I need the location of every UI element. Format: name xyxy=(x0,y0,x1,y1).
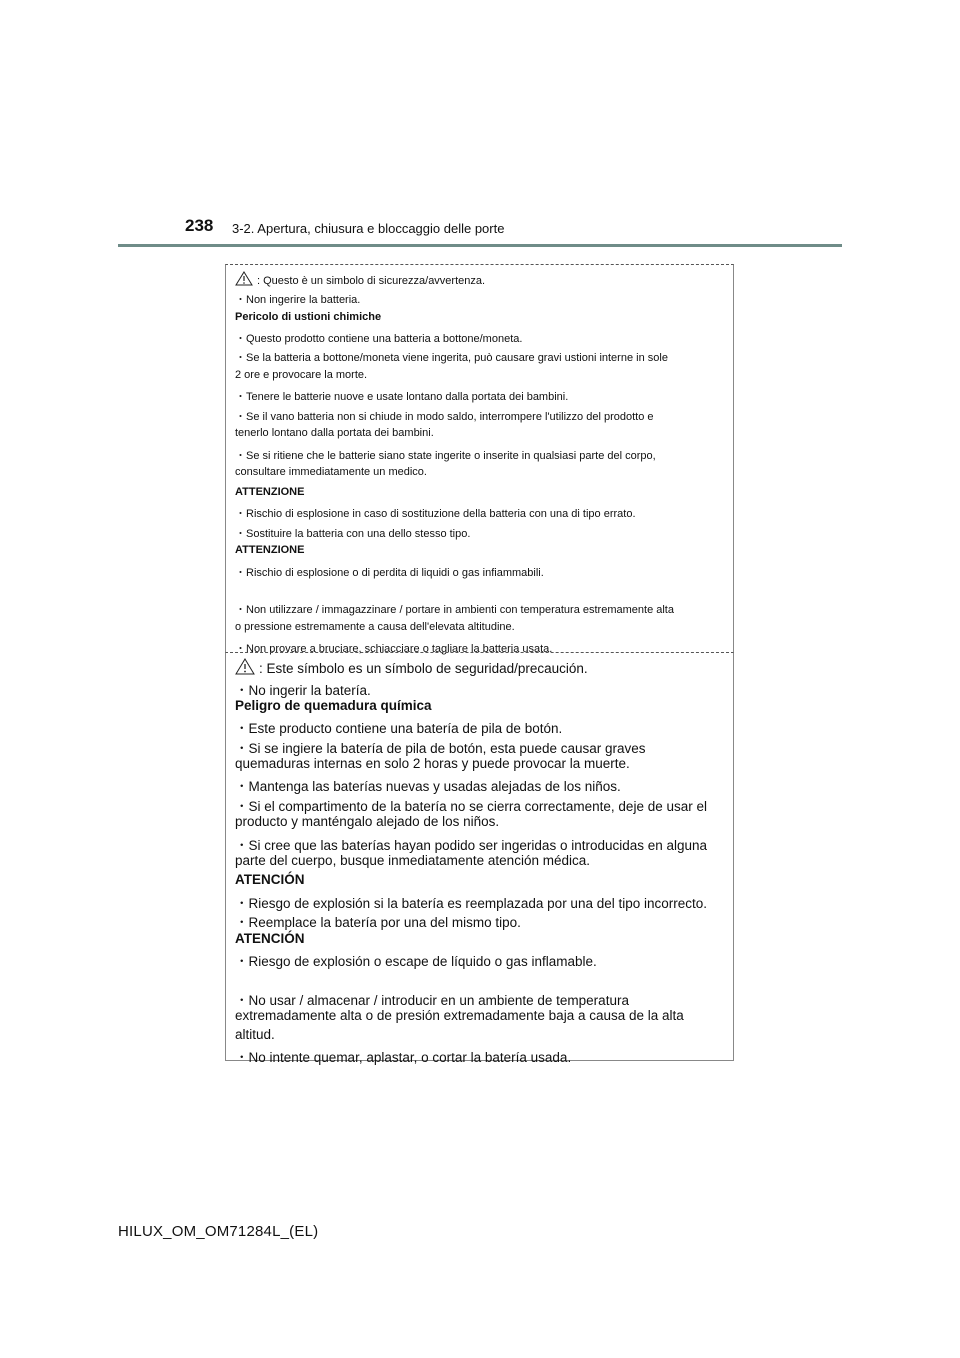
italian-line: ・Non provare a bruciare, schiacciare o tagliare la batteria usata. xyxy=(235,643,553,655)
italian-heading: Pericolo di ustioni chimiche xyxy=(235,311,382,323)
italian-symbol-text: : Questo è un simbolo di sicurezza/avvertenza. xyxy=(257,275,486,287)
spanish-line: quemaduras internas en solo 2 horas y puede provocar la muerte. xyxy=(235,756,630,771)
spanish-line: ・No usar / almacenar / introducir en un ambiente de temperatura xyxy=(235,993,629,1008)
spanish-line: ・Riesgo de explosión o escape de líquido o gas inflamable. xyxy=(235,954,597,969)
header-rule xyxy=(118,244,842,247)
spanish-heading: ATENCIÓN xyxy=(235,931,305,946)
spanish-line: ・Reemplace la batería por una del mismo tipo. xyxy=(235,915,521,930)
italian-line: 2 ore e provocare la morte. xyxy=(235,369,368,381)
section-title: 3-2. Apertura, chiusura e bloccaggio delle porte xyxy=(232,221,505,236)
spanish-line: ・Riesgo de explosión si la batería es reemplazada por una del tipo incorrecto. xyxy=(235,896,708,911)
italian-line: ・Rischio di esplosione in caso di sostituzione della batteria con una di tipo errato. xyxy=(235,508,636,520)
spanish-symbol-text: : Este símbolo es un símbolo de seguridad/precaución. xyxy=(259,661,588,676)
spanish-line: ・Si se ingiere la batería de pila de botón, esta puede causar graves xyxy=(235,741,646,756)
italian-line: ・Se si ritiene che le batterie siano state ingerite o inserite in qualsiasi parte del corpo, xyxy=(235,450,656,462)
italian-heading: ATTENZIONE xyxy=(235,486,305,498)
footer-code: HILUX_OM_OM71284L_(EL) xyxy=(118,1223,319,1240)
italian-line: tenerlo lontano dalla portata dei bambini. xyxy=(235,427,434,439)
spanish-warning-box xyxy=(225,652,734,1065)
italian-line: ・Se la batteria a bottone/moneta viene ingerita, può causare gravi ustioni interne in sole xyxy=(235,352,668,364)
spanish-line: ・Este producto contiene una batería de pila de botón. xyxy=(235,721,563,736)
italian-symbol-line xyxy=(235,271,485,289)
italian-heading: ATTENZIONE xyxy=(235,544,305,556)
italian-line: consultare immediatamente un medico. xyxy=(235,466,427,478)
page-number: 238 xyxy=(185,216,214,235)
italian-line: ・Se il vano batteria non si chiude in modo saldo, interrompere l'utilizzo del prodotto e xyxy=(235,411,654,423)
spanish-line: altitud. xyxy=(235,1027,275,1042)
italian-line: ・Tenere le batterie nuove e usate lontano dalla portata dei bambini. xyxy=(235,391,569,403)
warning-triangle-icon xyxy=(235,658,255,678)
italian-line: ・Non utilizzare / immagazzinare / portare in ambienti con temperatura estremamente alta xyxy=(235,604,674,616)
italian-warning-box xyxy=(225,264,734,653)
spanish-line: ・Si cree que las baterías hayan podido ser ingeridas o introducidas en alguna xyxy=(235,838,708,853)
italian-line: ・Questo prodotto contiene una batteria a bottone/moneta. xyxy=(235,333,523,345)
italian-line: ・Non ingerire la batteria. xyxy=(235,294,361,306)
warning-triangle-icon xyxy=(235,271,253,289)
spanish-line: parte del cuerpo, busque inmediatamente atención médica. xyxy=(235,853,590,868)
italian-line: o pressione estremamente a causa dell'elevata altitudine. xyxy=(235,621,515,633)
spanish-symbol-line xyxy=(235,658,588,678)
spanish-line: extremadamente alta o de presión extremadamente baja a causa de la alta xyxy=(235,1008,684,1023)
italian-line: ・Sostituire la batteria con una dello stesso tipo. xyxy=(235,528,471,540)
spanish-line: producto y manténgalo alejado de los niños. xyxy=(235,814,500,829)
italian-line: ・Rischio di esplosione o di perdita di liquidi o gas infiammabili. xyxy=(235,567,544,579)
spanish-heading: Peligro de quemadura química xyxy=(235,698,432,713)
spanish-line: ・Mantenga las baterías nuevas y usadas alejadas de los niños. xyxy=(235,779,621,794)
spanish-line: ・No ingerir la batería. xyxy=(235,683,371,698)
spanish-line: ・No intente quemar, aplastar, o cortar la batería usada. xyxy=(235,1050,572,1065)
spanish-line: ・Si el compartimento de la batería no se cierra correctamente, deje de usar el xyxy=(235,799,707,814)
spanish-heading: ATENCIÓN xyxy=(235,872,305,887)
